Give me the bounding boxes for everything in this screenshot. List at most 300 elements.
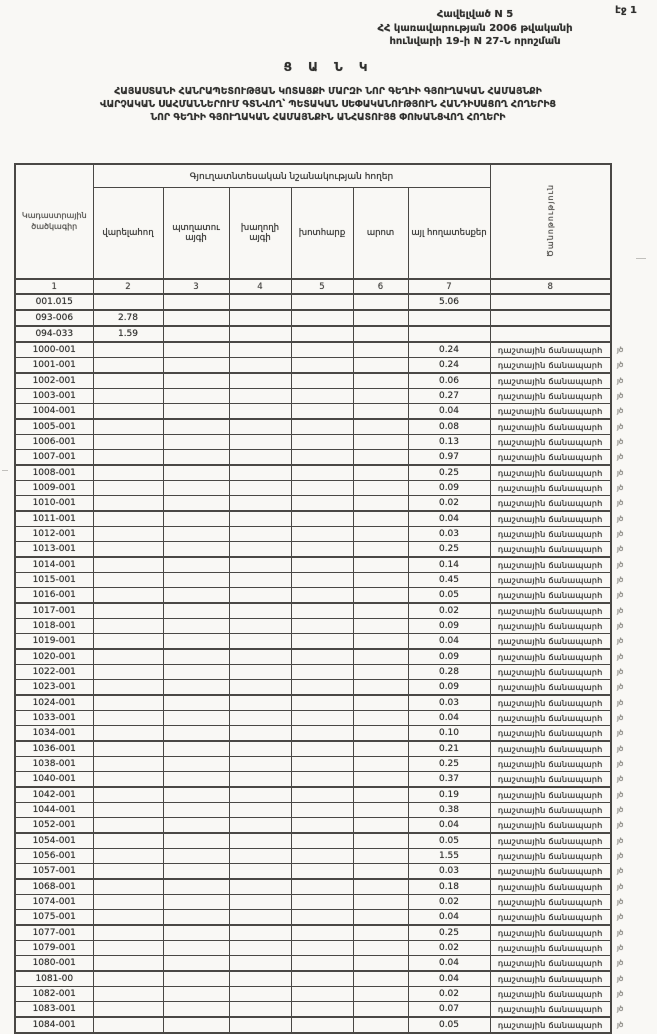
orchard-cell: [163, 465, 229, 481]
orchard-cell: [163, 956, 229, 972]
column-number-4: 4: [229, 279, 291, 294]
arable-cell: [93, 971, 163, 987]
orchard-cell: [163, 910, 229, 926]
other-lands-cell: 0.05: [408, 1017, 490, 1033]
vineyard-cell: [229, 542, 291, 558]
hayfield-cell: [291, 956, 353, 972]
cadastral-code-cell: 1057-001: [15, 864, 93, 880]
margin-artifact-mark: յծ: [617, 545, 624, 554]
orchard-cell: [163, 326, 229, 342]
arable-cell: [93, 450, 163, 466]
hayfield-cell: [291, 864, 353, 880]
orchard-cell: [163, 373, 229, 389]
hayfield-cell: [291, 1017, 353, 1033]
vineyard-cell: [229, 787, 291, 803]
vineyard-cell: [229, 496, 291, 512]
arable-cell: [93, 818, 163, 834]
column-number-row: [15, 279, 633, 294]
cadastral-code-cell: 1010-001: [15, 496, 93, 512]
other-lands-cell: [408, 326, 490, 342]
margin-artifact-mark: յծ: [617, 453, 624, 462]
hayfield-cell: [291, 649, 353, 665]
hayfield-cell: [291, 603, 353, 619]
vineyard-cell: [229, 588, 291, 604]
note-cell: դաշտային ճանապարհ: [490, 342, 611, 358]
margin-artifact-mark: յծ: [617, 514, 624, 523]
hayfield-cell: [291, 588, 353, 604]
arable-cell: [93, 665, 163, 680]
cadastral-code-cell: 1006-001: [15, 435, 93, 450]
other-lands-cell: 0.25: [408, 542, 490, 558]
note-cell: դաշտային ճանապարհ: [490, 511, 611, 527]
pasture-cell: [353, 294, 408, 310]
table-row: [15, 726, 633, 742]
table-row: [15, 389, 633, 404]
table-row: [15, 879, 633, 895]
note-cell: դաշտային ճանապարհ: [490, 1017, 611, 1033]
margin-artifact-mark: [611, 294, 633, 310]
other-lands-cell: 0.18: [408, 879, 490, 895]
other-lands-cell: 0.97: [408, 450, 490, 466]
arable-cell: [93, 496, 163, 512]
pasture-cell: [353, 358, 408, 374]
arable-cell: [93, 864, 163, 880]
margin-artifact-mark: յծ: [617, 438, 624, 446]
table-row: [15, 1002, 633, 1018]
orchard-cell: [163, 987, 229, 1002]
table-row: [15, 757, 633, 772]
vineyard-cell: [229, 726, 291, 742]
decree-line: հունվարի 19-ի N 27-Ն որոշման: [389, 36, 561, 47]
vineyard-cell: [229, 619, 291, 634]
hayfield-cell: [291, 310, 353, 326]
orchard-cell: [163, 895, 229, 910]
orchard-cell: [163, 588, 229, 604]
cadastral-code-cell: 1042-001: [15, 787, 93, 803]
scan-artifact: [636, 258, 646, 259]
orchard-cell: [163, 803, 229, 818]
other-lands-cell: 0.03: [408, 695, 490, 711]
table-row: [15, 665, 633, 680]
cadastral-code-cell: 1044-001: [15, 803, 93, 818]
scan-artifact: [2, 470, 8, 471]
note-cell: դաշտային ճանապարհ: [490, 757, 611, 772]
hayfield-cell: [291, 665, 353, 680]
arable-cell: [93, 726, 163, 742]
orchard-cell: [163, 634, 229, 650]
margin-artifact-mark: յծ: [617, 683, 624, 692]
arable-cell: [93, 711, 163, 726]
other-lands-cell: 0.09: [408, 619, 490, 634]
pasture-cell: [353, 941, 408, 956]
pasture-cell: [353, 649, 408, 665]
table-row: [15, 465, 633, 481]
note-cell: դաշտային ճանապարհ: [490, 741, 611, 757]
vineyard-cell: [229, 895, 291, 910]
cadastral-code-cell: 1068-001: [15, 879, 93, 895]
vineyard-cell: [229, 450, 291, 466]
margin-artifact-mark: յծ: [617, 898, 624, 906]
column-header-hayfield: խոտհարք: [291, 188, 353, 280]
hayfield-cell: [291, 358, 353, 374]
cadastral-code-cell: 1002-001: [15, 373, 93, 389]
column-number-3: 3: [163, 279, 229, 294]
hayfield-cell: [291, 818, 353, 834]
orchard-cell: [163, 649, 229, 665]
hayfield-cell: [291, 435, 353, 450]
page-margin: [611, 164, 633, 279]
other-lands-cell: 0.45: [408, 573, 490, 588]
pasture-cell: [353, 603, 408, 619]
note-cell: դաշտային ճանապարհ: [490, 925, 611, 941]
other-lands-cell: 0.14: [408, 557, 490, 573]
margin-artifact-mark: յծ: [617, 560, 624, 569]
vineyard-cell: [229, 849, 291, 864]
margin-artifact-mark: յծ: [617, 974, 624, 983]
orchard-cell: [163, 389, 229, 404]
other-lands-cell: 0.19: [408, 787, 490, 803]
hayfield-cell: [291, 619, 353, 634]
arable-cell: [93, 925, 163, 941]
note-cell: դաշտային ճանապարհ: [490, 772, 611, 788]
orchard-cell: [163, 310, 229, 326]
table-row: [15, 419, 633, 435]
orchard-cell: [163, 665, 229, 680]
column-header-pasture: արոտ: [353, 188, 408, 280]
annex-header: [320, 8, 630, 49]
margin-artifact-mark: յծ: [617, 361, 624, 370]
vineyard-cell: [229, 695, 291, 711]
hayfield-cell: [291, 404, 353, 420]
arable-cell: [93, 680, 163, 696]
table-row: [15, 803, 633, 818]
page-number: էջ 1: [615, 5, 637, 16]
cadastral-code-cell: 1015-001: [15, 573, 93, 588]
pasture-cell: [353, 956, 408, 972]
margin-artifact-mark: յծ: [617, 530, 624, 538]
margin-artifact-mark: յծ: [617, 637, 624, 646]
vineyard-cell: [229, 573, 291, 588]
margin-artifact-mark: յծ: [617, 484, 624, 492]
note-cell: դաշտային ճանապարհ: [490, 1002, 611, 1018]
margin-artifact-mark: յծ: [617, 852, 624, 860]
vineyard-cell: [229, 634, 291, 650]
other-lands-cell: 0.10: [408, 726, 490, 742]
document-title: Ց Ա Ն Կ: [283, 60, 374, 74]
document-subtitle: [14, 86, 642, 124]
government-line-year: 2006 թվականի: [489, 22, 573, 34]
table-row: [15, 772, 633, 788]
orchard-cell: [163, 358, 229, 374]
table-row: [15, 956, 633, 972]
margin-artifact-mark: յծ: [617, 744, 624, 753]
table-row: [15, 326, 633, 342]
table-row: [15, 833, 633, 849]
cadastral-code-cell: 1083-001: [15, 1002, 93, 1018]
subtitle-line-1: ՀԱՅԱՍՏԱՆԻ ՀԱՆՐԱՊԵՏՈՒԹՅԱՆ ԿՈՏԱՅՔԻ ՄԱՐԶԻ ՆՈՐ ԳԵՂԻԻ ԳՅՈՒՂԱԿԱՆ ՀԱՄԱՅՆՔԻ: [114, 86, 542, 97]
annex-title: Հավելված N 5: [436, 9, 514, 20]
table-row: [15, 294, 633, 310]
arable-cell: [93, 956, 163, 972]
other-lands-cell: 0.04: [408, 956, 490, 972]
cadastral-code-cell: 1007-001: [15, 450, 93, 466]
orchard-cell: [163, 511, 229, 527]
arable-cell: [93, 1017, 163, 1033]
cadastral-code-cell: 1014-001: [15, 557, 93, 573]
cadastral-code-cell: 1001-001: [15, 358, 93, 374]
pasture-cell: [353, 695, 408, 711]
orchard-cell: [163, 680, 229, 696]
margin-artifact-mark: յծ: [617, 944, 624, 952]
table-header: [15, 164, 633, 294]
column-header-cadastral-code: Կադաստրային ծածկագիր: [15, 164, 93, 279]
vineyard-cell: [229, 956, 291, 972]
margin-artifact-mark: յծ: [617, 913, 624, 922]
margin-artifact-mark: յծ: [617, 606, 624, 615]
column-number-6: 6: [353, 279, 408, 294]
cadastral-code-cell: 1011-001: [15, 511, 93, 527]
other-lands-cell: 0.02: [408, 895, 490, 910]
other-lands-cell: 0.07: [408, 1002, 490, 1018]
arable-cell: [93, 803, 163, 818]
note-cell: դաշտային ճանապարհ: [490, 864, 611, 880]
column-number-5: 5: [291, 279, 353, 294]
cadastral-code-cell: 1082-001: [15, 987, 93, 1002]
arable-cell: [93, 741, 163, 757]
margin-artifact-mark: յծ: [617, 928, 624, 937]
table-row: [15, 603, 633, 619]
cadastral-code-cell: 1074-001: [15, 895, 93, 910]
table-row: [15, 649, 633, 665]
hayfield-cell: [291, 342, 353, 358]
orchard-cell: [163, 294, 229, 310]
hayfield-cell: [291, 481, 353, 496]
note-cell: դաշտային ճանապարհ: [490, 573, 611, 588]
note-cell: դաշտային ճանապարհ: [490, 435, 611, 450]
orchard-cell: [163, 1017, 229, 1033]
note-cell: դաշտային ճանապարհ: [490, 695, 611, 711]
hayfield-cell: [291, 450, 353, 466]
margin-artifact-mark: յծ: [617, 867, 624, 876]
pasture-cell: [353, 619, 408, 634]
note-cell: դաշտային ճանապարհ: [490, 833, 611, 849]
hayfield-cell: [291, 757, 353, 772]
orchard-cell: [163, 864, 229, 880]
table-row: [15, 404, 633, 420]
table-row: [15, 435, 633, 450]
pasture-cell: [353, 910, 408, 926]
pasture-cell: [353, 833, 408, 849]
other-lands-cell: 0.02: [408, 603, 490, 619]
other-lands-cell: 0.06: [408, 373, 490, 389]
margin-artifact-mark: յծ: [617, 821, 624, 830]
pasture-cell: [353, 573, 408, 588]
hayfield-cell: [291, 803, 353, 818]
cadastral-code-cell: 1036-001: [15, 741, 93, 757]
margin-artifact-mark: յծ: [617, 990, 624, 998]
pasture-cell: [353, 925, 408, 941]
note-cell: [490, 310, 611, 326]
other-lands-cell: 0.24: [408, 358, 490, 374]
other-lands-cell: 0.37: [408, 772, 490, 788]
arable-cell: [93, 879, 163, 895]
other-lands-cell: 0.04: [408, 818, 490, 834]
pasture-cell: [353, 326, 408, 342]
arable-cell: [93, 787, 163, 803]
cadastral-code-cell: 094-033: [15, 326, 93, 342]
note-cell: դաշտային ճանապարհ: [490, 910, 611, 926]
other-lands-cell: 0.28: [408, 665, 490, 680]
vineyard-cell: [229, 358, 291, 374]
vineyard-cell: [229, 772, 291, 788]
cadastral-code-cell: 1000-001: [15, 342, 93, 358]
other-lands-cell: 0.25: [408, 757, 490, 772]
table-row: [15, 818, 633, 834]
orchard-cell: [163, 818, 229, 834]
hayfield-cell: [291, 634, 353, 650]
other-lands-cell: 0.05: [408, 588, 490, 604]
hayfield-cell: [291, 496, 353, 512]
note-cell: դաշտային ճանապարհ: [490, 404, 611, 420]
table-row: [15, 1017, 633, 1033]
margin-artifact-mark: յծ: [617, 882, 624, 891]
other-lands-cell: 0.04: [408, 711, 490, 726]
note-cell: դաշտային ճանապարհ: [490, 465, 611, 481]
hayfield-cell: [291, 849, 353, 864]
hayfield-cell: [291, 971, 353, 987]
cadastral-code-cell: 1005-001: [15, 419, 93, 435]
margin-artifact-mark: յծ: [617, 622, 624, 630]
cadastral-code-cell: 1017-001: [15, 603, 93, 619]
table-row: [15, 373, 633, 389]
hayfield-cell: [291, 389, 353, 404]
cadastral-code-cell: 1081-00: [15, 971, 93, 987]
note-cell: դաշտային ճանապարհ: [490, 787, 611, 803]
pasture-cell: [353, 511, 408, 527]
vineyard-cell: [229, 910, 291, 926]
note-cell: դաշտային ճանապարհ: [490, 987, 611, 1002]
vineyard-cell: [229, 373, 291, 389]
orchard-cell: [163, 573, 229, 588]
other-lands-cell: 0.08: [408, 419, 490, 435]
pasture-cell: [353, 711, 408, 726]
cadastral-code-cell: 1020-001: [15, 649, 93, 665]
pasture-cell: [353, 665, 408, 680]
cadastral-code-cell: 1084-001: [15, 1017, 93, 1033]
vineyard-cell: [229, 818, 291, 834]
pasture-cell: [353, 481, 408, 496]
table-row: [15, 511, 633, 527]
pasture-cell: [353, 450, 408, 466]
other-lands-cell: 0.02: [408, 496, 490, 512]
arable-cell: [93, 987, 163, 1002]
table-row: [15, 573, 633, 588]
arable-cell: 1.59: [93, 326, 163, 342]
cadastral-code-cell: 1004-001: [15, 404, 93, 420]
note-cell: դաշտային ճանապարհ: [490, 971, 611, 987]
hayfield-cell: [291, 326, 353, 342]
table-row: [15, 895, 633, 910]
pasture-cell: [353, 527, 408, 542]
arable-cell: [93, 757, 163, 772]
pasture-cell: [353, 389, 408, 404]
table-row: [15, 971, 633, 987]
arable-cell: [93, 895, 163, 910]
note-cell: դաշտային ճանապարհ: [490, 527, 611, 542]
pasture-cell: [353, 342, 408, 358]
other-lands-cell: 0.04: [408, 910, 490, 926]
hayfield-cell: [291, 695, 353, 711]
pasture-cell: [353, 419, 408, 435]
column-header-other-lands: այլ հողատեսքեր: [408, 188, 490, 280]
margin-artifact-mark: յծ: [617, 806, 624, 814]
pasture-cell: [353, 818, 408, 834]
cadastral-code-cell: 1022-001: [15, 665, 93, 680]
note-cell: դաշտային ճանապարհ: [490, 895, 611, 910]
note-cell: դաշտային ճանապարհ: [490, 818, 611, 834]
margin-artifact-mark: յծ: [617, 652, 624, 661]
pasture-cell: [353, 757, 408, 772]
arable-cell: [93, 294, 163, 310]
cadastral-code-cell: 1038-001: [15, 757, 93, 772]
cadastral-code-cell: 1054-001: [15, 833, 93, 849]
column-header-vineyard: խաղողի այգի: [229, 188, 291, 280]
cadastral-code-cell: 1040-001: [15, 772, 93, 788]
arable-cell: [93, 910, 163, 926]
margin-artifact-mark: յծ: [617, 775, 624, 784]
cadastral-code-cell: 1075-001: [15, 910, 93, 926]
orchard-cell: [163, 941, 229, 956]
vineyard-cell: [229, 465, 291, 481]
column-number-1: 1: [15, 279, 93, 294]
pasture-cell: [353, 373, 408, 389]
hayfield-cell: [291, 941, 353, 956]
other-lands-cell: 0.03: [408, 864, 490, 880]
land-transfer-table: [14, 163, 633, 1034]
hayfield-cell: [291, 557, 353, 573]
margin-artifact-mark: յծ: [617, 836, 624, 845]
cadastral-code-cell: 1052-001: [15, 818, 93, 834]
note-cell: դաշտային ճանապարհ: [490, 956, 611, 972]
margin-artifact-mark: յծ: [617, 468, 624, 477]
note-cell: դաշտային ճանապարհ: [490, 941, 611, 956]
vineyard-cell: [229, 326, 291, 342]
other-lands-cell: 0.04: [408, 634, 490, 650]
table-row: [15, 481, 633, 496]
column-header-note: [490, 164, 611, 279]
margin-artifact-mark: յծ: [617, 790, 624, 799]
vineyard-cell: [229, 310, 291, 326]
vineyard-cell: [229, 342, 291, 358]
cadastral-code-cell: 1016-001: [15, 588, 93, 604]
table-row: [15, 358, 633, 374]
pasture-cell: [353, 496, 408, 512]
arable-cell: [93, 941, 163, 956]
note-cell: դաշտային ճանապարհ: [490, 373, 611, 389]
cadastral-code-cell: 1009-001: [15, 481, 93, 496]
arable-cell: [93, 619, 163, 634]
note-header-vertical-text: Ծանոթություն: [545, 183, 555, 257]
margin-artifact-mark: յծ: [617, 714, 624, 722]
orchard-cell: [163, 726, 229, 742]
arable-cell: [93, 404, 163, 420]
arable-cell: [93, 465, 163, 481]
other-lands-cell: 0.38: [408, 803, 490, 818]
pasture-cell: [353, 588, 408, 604]
hayfield-cell: [291, 987, 353, 1002]
vineyard-cell: [229, 557, 291, 573]
arable-cell: [93, 573, 163, 588]
